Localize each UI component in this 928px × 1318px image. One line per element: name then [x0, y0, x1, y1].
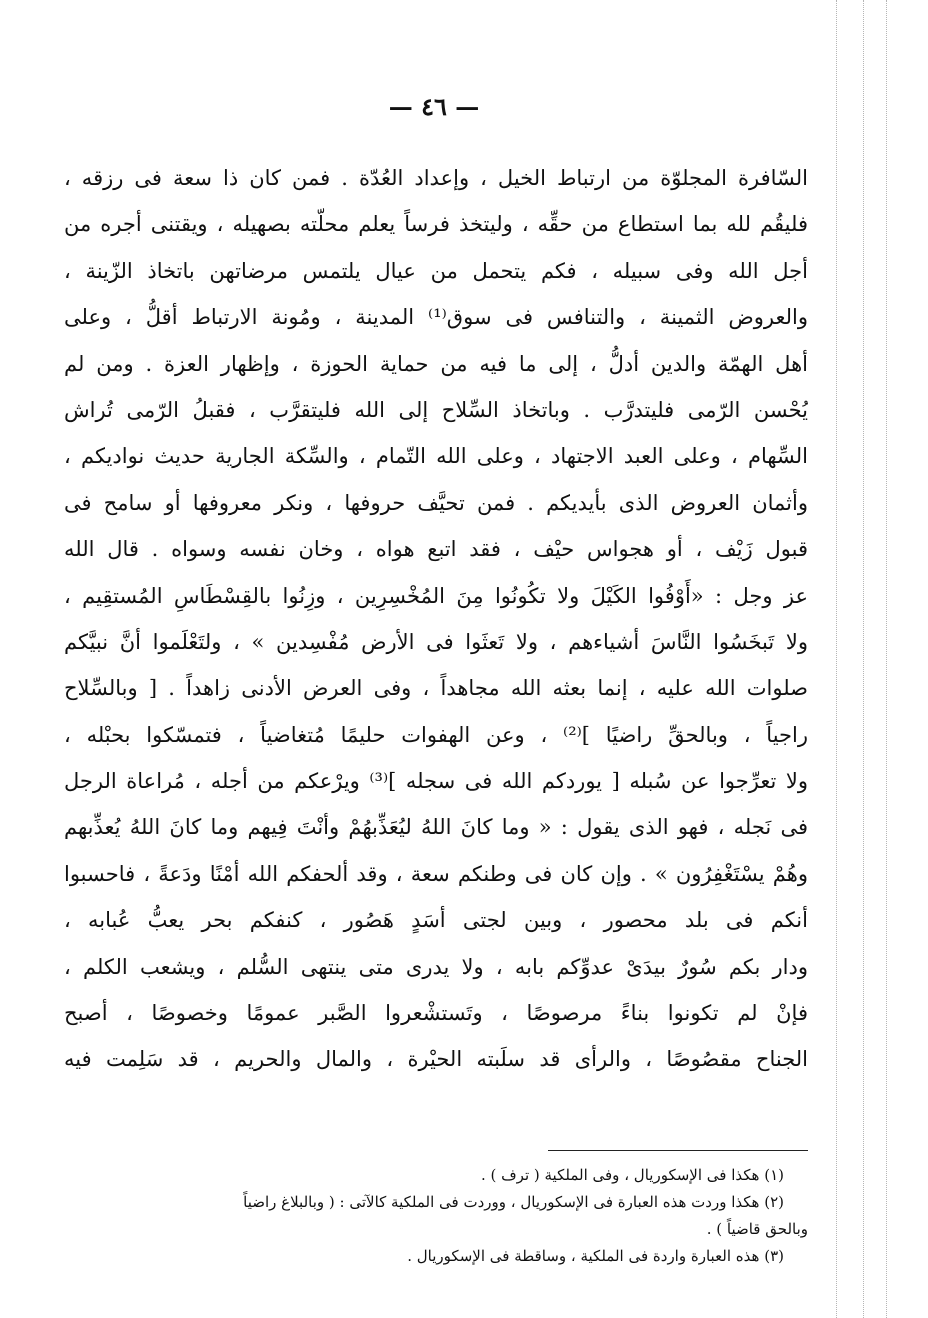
footnote-3: (٣) هذه العبارة واردة فى الملكية ، وساقطة فى الإسكوريال . [407, 1247, 784, 1265]
footnote-1: (١) هكذا فى الإسكوريال ، وفى الملكية ( ترف ) . [480, 1166, 784, 1184]
text-line: قبول زَيْف ، أو هجواس حيْف ، فقد اتبع هواه ، وخان نفسه وسواه . قال الله [64, 537, 808, 562]
footnotes [64, 1162, 808, 1270]
text-line: أنكم فى بلد محصور ، وبين لجتى أسَدٍ هَصُور ، كنفكم بحر يعبُّ عُبابه ، [64, 908, 808, 933]
text-line: يُحْسن الرّمى فليتدرَّب . وباتخاذ السِّلاح إلى الله فليتقرَّب ، فقبلُ الرّمى تُراش [64, 397, 808, 422]
text-line: صلوات الله عليه ، إنما بعثه الله مجاهداً ، وفى العرض الأدنى زاهداً . [ وبالسِّلاح [64, 676, 808, 701]
scan-edge-line [836, 0, 837, 1318]
text-line: السّافرة المجلوّة من ارتباط الخيل ، وإعداد العُدّة . فمن كان ذا سعة فى رزقه ، [64, 166, 808, 190]
text-line: أجل الله وفى سبيله ، فكم يتحمل من عيال يلتمس مرضاتهن باتخاذ الزّينة ، [64, 258, 808, 283]
text-line: ولا تَبخَسُوا النَّاسَ أشياءهم ، ولا تَعثَوا فى الأرض مُفْسِدين » ، ولتَعْلَموا أنَّ نبيَّكم [64, 629, 808, 654]
body-text [64, 155, 808, 1083]
footnote-separator [548, 1150, 808, 1151]
footnote-2-continuation: وبالحق قاضياً ) . [706, 1220, 808, 1238]
text-line: ولا تعرِّجوا عن سُبله [ يوردكم الله فى سجله ]⁽³⁾ ويرْعكم من أجله ، مُراعاة الرجل [64, 769, 808, 794]
text-line: عز وجل : «أَوْفُوا الكَيْلَ ولا تكُونُوا مِنَ المُخْسِرِين ، وزِنُوا بالقِسْطَاسِ المُستقِيم ، [64, 583, 808, 608]
text-line: فإنْ لم تكونوا بناءً مرصوصًا ، وتَستشْعروا الصَّبر عمومًا وخصوصًا ، أصبح [64, 1001, 808, 1026]
text-line: أهل الهمّة والدين أدلُّ ، إلى ما فيه من حماية الحوزة ، وإظهار العزة . ومن لم [64, 351, 808, 376]
text-line: فى نَجله ، فهو الذى يقول : « وما كانَ اللهُ ليُعَذِّبهُمْ وأنْتَ فِيهم وما كانَ اللهُ يُعذِّبهم [64, 815, 808, 840]
text-line: راجياً ، وبالحقِّ راضيًا ]⁽²⁾ ، وعن الهفوات حليمًا مُتغاضياً ، فتمسّكوا بحبْله ، [64, 722, 808, 747]
text-line: الجناح مقصُوصًا ، والرأى قد سلَبته الحيْرة ، والمال والحريم ، قد سَلِمت فيه [64, 1047, 808, 1072]
text-line: وهُمْ يسْتَغْفِرُون » . وإن كان فى وطنكم سعة ، وقد ألحفكم الله أمْنًا ودَعةً ، فاحسبوا [64, 861, 808, 886]
text-line: فليقُم لله بما استطاع من حقِّه ، وليتخذ فرساً يعلم محلّته بصهيله ، ويقتنى أجره من [64, 212, 808, 237]
scan-edge-line [886, 0, 887, 1318]
text-line: السِّهام ، وعلى العبد الاجتهاد ، وعلى الله التّمام ، والسِّكة الجارية حديث نواديكم ، [64, 444, 808, 469]
text-line: وأثمان العروض الذى بأيديكم . فمن تحيَّف حروفها ، ونكر معروفها أو سامح فى [64, 490, 808, 515]
text-line: والعروض الثمينة ، والتنافس فى سوق⁽¹⁾ المدينة ، ومُونة الارتباط أقلُّ ، وعلى [64, 305, 808, 330]
page-number: — ٤٦ — [388, 92, 480, 121]
footnote-2: (٢) هكذا وردت هذه العبارة فى الإسكوريال ، ووردت فى الملكية كالآتى : ( وبالبلاغ راضياً [243, 1193, 784, 1211]
text-line: ودار بكم سُورٌ بيدَىْ عدوِّكم بابه ، ولا يدرى متى ينتهى السُّلم ، ويشعب الكلم ، [64, 954, 808, 979]
scan-edge-line [863, 0, 864, 1318]
